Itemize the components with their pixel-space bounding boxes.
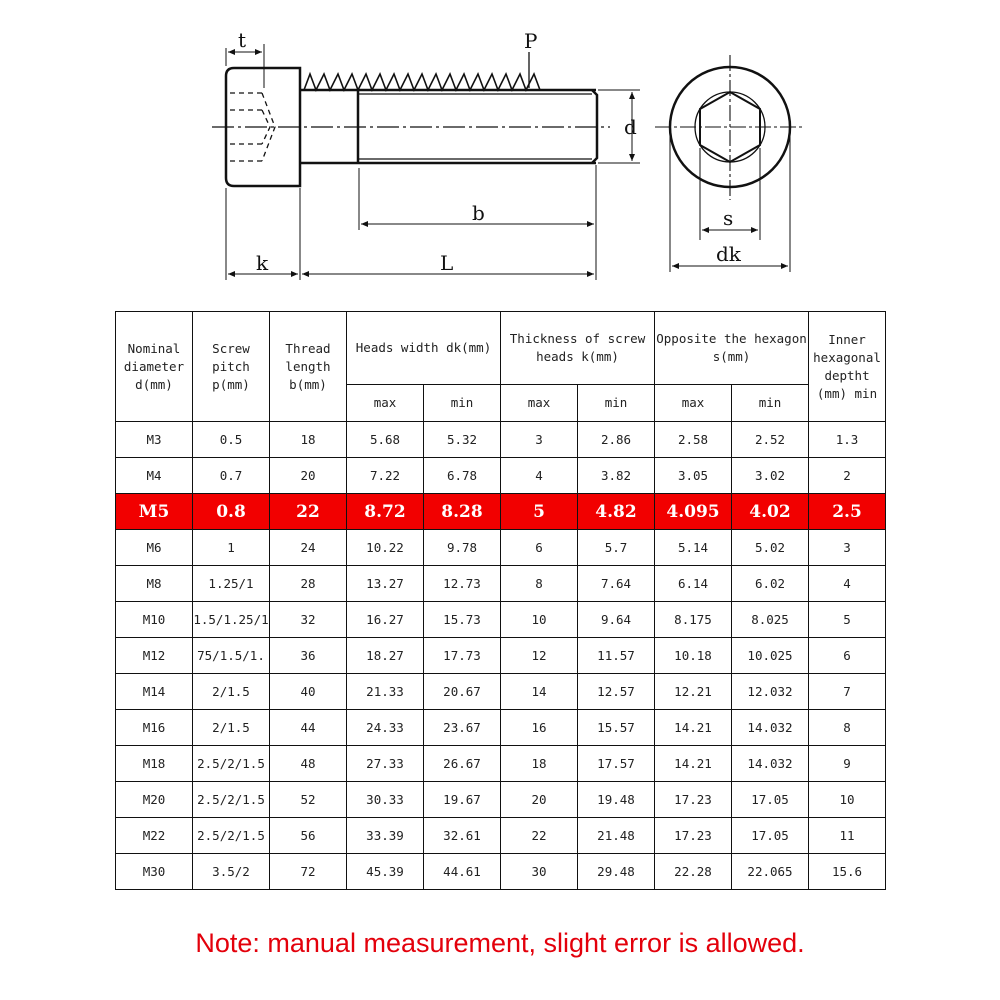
cell-s-min: 8.025: [732, 602, 809, 638]
cell-b: 24: [270, 530, 347, 566]
cell-k-min: 17.57: [578, 746, 655, 782]
cell-dk-min: 23.67: [424, 710, 501, 746]
cell-s-max: 17.23: [655, 782, 732, 818]
cell-s-max: 12.21: [655, 674, 732, 710]
cell-p: 1.5/1.25/1: [193, 602, 270, 638]
label-k: k: [256, 251, 269, 275]
cell-dk-min: 26.67: [424, 746, 501, 782]
cell-s-max: 2.58: [655, 422, 732, 458]
cell-k-max: 8: [501, 566, 578, 602]
cell-s-min: 6.02: [732, 566, 809, 602]
cell-p: 1.25/1: [193, 566, 270, 602]
cell-dk-min: 32.61: [424, 818, 501, 854]
cell-s-min: 12.032: [732, 674, 809, 710]
table-body: [116, 422, 886, 890]
cell-b: 48: [270, 746, 347, 782]
cell-k-max: 30: [501, 854, 578, 890]
cell-k-max: 6: [501, 530, 578, 566]
header-thread-length: Thread length b(mm): [270, 312, 347, 422]
cell-dk-max: 18.27: [347, 638, 424, 674]
cell-k-min: 11.57: [578, 638, 655, 674]
cell-k-min: 21.48: [578, 818, 655, 854]
label-d: d: [624, 115, 637, 139]
cell-dk-min: 19.67: [424, 782, 501, 818]
table-row: [116, 674, 886, 710]
cell-k-min: 29.48: [578, 854, 655, 890]
cell-dk-max: 45.39: [347, 854, 424, 890]
end-view: [655, 55, 805, 272]
cell-p: 0.8: [193, 494, 270, 530]
cell-d: M3: [116, 422, 193, 458]
cell-s-min: 17.05: [732, 818, 809, 854]
cell-s-min: 22.065: [732, 854, 809, 890]
cell-p: 0.7: [193, 458, 270, 494]
cell-k-min: 19.48: [578, 782, 655, 818]
table-row: [116, 458, 886, 494]
cell-d: M16: [116, 710, 193, 746]
table-row: [116, 782, 886, 818]
table-row: [116, 818, 886, 854]
label-b: b: [472, 201, 485, 225]
table-row: [116, 494, 886, 530]
cell-p: 2.5/2/1.5: [193, 746, 270, 782]
cell-t-min: 6: [809, 638, 886, 674]
cell-t-min: 15.6: [809, 854, 886, 890]
cell-k-min: 5.7: [578, 530, 655, 566]
cell-dk-max: 16.27: [347, 602, 424, 638]
cell-dk-min: 15.73: [424, 602, 501, 638]
cell-s-max: 10.18: [655, 638, 732, 674]
cell-k-max: 4: [501, 458, 578, 494]
cell-s-min: 3.02: [732, 458, 809, 494]
header-heads-width: Heads width dk(mm): [347, 312, 501, 385]
cell-p: 0.5: [193, 422, 270, 458]
cell-s-min: 14.032: [732, 710, 809, 746]
cell-dk-min: 17.73: [424, 638, 501, 674]
cell-t-min: 8: [809, 710, 886, 746]
screw-diagram-svg: [0, 0, 1000, 300]
cell-p: 3.5/2: [193, 854, 270, 890]
cell-d: M20: [116, 782, 193, 818]
screw-technical-drawing: [0, 0, 1000, 300]
cell-s-min: 14.032: [732, 746, 809, 782]
cell-p: 2/1.5: [193, 674, 270, 710]
cell-s-min: 4.02: [732, 494, 809, 530]
cell-b: 36: [270, 638, 347, 674]
label-dk: dk: [716, 242, 741, 266]
measurement-note: Note: manual measurement, slight error is allowed.: [195, 928, 805, 958]
cell-k-max: 5: [501, 494, 578, 530]
table-row: [116, 746, 886, 782]
cell-s-max: 8.175: [655, 602, 732, 638]
cell-t-min: 1.3: [809, 422, 886, 458]
cell-k-max: 22: [501, 818, 578, 854]
cell-k-max: 10: [501, 602, 578, 638]
cell-s-max: 17.23: [655, 818, 732, 854]
cell-d: M18: [116, 746, 193, 782]
cell-b: 18: [270, 422, 347, 458]
table-row: [116, 530, 886, 566]
table-row: [116, 566, 886, 602]
table-row: [116, 710, 886, 746]
cell-k-max: 20: [501, 782, 578, 818]
end-view-labels: [716, 206, 742, 266]
cell-s-max: 3.05: [655, 458, 732, 494]
cell-t-min: 3: [809, 530, 886, 566]
cell-b: 44: [270, 710, 347, 746]
cell-p: 2/1.5: [193, 710, 270, 746]
cell-dk-max: 21.33: [347, 674, 424, 710]
header-nominal-diameter: Nominal diameter d(mm): [116, 312, 193, 422]
cell-k-min: 15.57: [578, 710, 655, 746]
cell-d: M8: [116, 566, 193, 602]
cell-k-max: 14: [501, 674, 578, 710]
subheader-s-max: max: [655, 385, 732, 422]
cell-s-min: 10.025: [732, 638, 809, 674]
cell-dk-min: 6.78: [424, 458, 501, 494]
label-s: s: [723, 206, 734, 230]
cell-b: 40: [270, 674, 347, 710]
table-row: [116, 854, 886, 890]
cell-s-min: 17.05: [732, 782, 809, 818]
cell-dk-max: 13.27: [347, 566, 424, 602]
subheader-k-max: max: [501, 385, 578, 422]
subheader-dk-min: min: [424, 385, 501, 422]
cell-t-min: 10: [809, 782, 886, 818]
label-L: L: [440, 251, 454, 275]
cell-p: 75/1.5/1.: [193, 638, 270, 674]
cell-dk-min: 8.28: [424, 494, 501, 530]
cell-s-min: 2.52: [732, 422, 809, 458]
table-row: [116, 422, 886, 458]
cell-dk-max: 10.22: [347, 530, 424, 566]
cell-dk-max: 5.68: [347, 422, 424, 458]
cell-d: M5: [116, 494, 193, 530]
cell-dk-min: 9.78: [424, 530, 501, 566]
cell-s-max: 6.14: [655, 566, 732, 602]
cell-k-min: 7.64: [578, 566, 655, 602]
cell-b: 56: [270, 818, 347, 854]
cell-dk-max: 27.33: [347, 746, 424, 782]
cell-t-min: 7: [809, 674, 886, 710]
cell-p: 2.5/2/1.5: [193, 782, 270, 818]
cell-s-max: 22.28: [655, 854, 732, 890]
cell-b: 28: [270, 566, 347, 602]
cell-s-max: 14.21: [655, 710, 732, 746]
cell-b: 32: [270, 602, 347, 638]
cell-d: M10: [116, 602, 193, 638]
cell-b: 72: [270, 854, 347, 890]
cell-dk-max: 30.33: [347, 782, 424, 818]
cell-k-max: 18: [501, 746, 578, 782]
cell-k-min: 12.57: [578, 674, 655, 710]
side-view: [212, 44, 640, 280]
cell-dk-min: 44.61: [424, 854, 501, 890]
cell-b: 52: [270, 782, 347, 818]
header-opposite-hexagon: Opposite the hexagon s(mm): [655, 312, 809, 385]
cell-d: M12: [116, 638, 193, 674]
header-screw-pitch: Screw pitch p(mm): [193, 312, 270, 422]
cell-t-min: 9: [809, 746, 886, 782]
cell-t-min: 4: [809, 566, 886, 602]
header-head-thickness: Thickness of screw heads k(mm): [501, 312, 655, 385]
header-inner-hex-depth: Inner hexagonal deptht (mm) min: [809, 312, 886, 422]
cell-d: M6: [116, 530, 193, 566]
table-row: [116, 638, 886, 674]
cell-k-min: 2.86: [578, 422, 655, 458]
cell-k-max: 3: [501, 422, 578, 458]
cell-b: 22: [270, 494, 347, 530]
side-view-labels: [238, 28, 637, 275]
cell-p: 1: [193, 530, 270, 566]
cell-d: M4: [116, 458, 193, 494]
cell-t-min: 2: [809, 458, 886, 494]
cell-s-max: 5.14: [655, 530, 732, 566]
cell-t-min: 11: [809, 818, 886, 854]
subheader-dk-max: max: [347, 385, 424, 422]
cell-dk-max: 24.33: [347, 710, 424, 746]
label-t: t: [238, 28, 247, 52]
cell-s-max: 4.095: [655, 494, 732, 530]
cell-k-min: 9.64: [578, 602, 655, 638]
cell-dk-min: 20.67: [424, 674, 501, 710]
cell-dk-max: 8.72: [347, 494, 424, 530]
cell-dk-max: 33.39: [347, 818, 424, 854]
cell-d: M22: [116, 818, 193, 854]
cell-k-max: 12: [501, 638, 578, 674]
subheader-k-min: min: [578, 385, 655, 422]
cell-d: M30: [116, 854, 193, 890]
subheader-s-min: min: [732, 385, 809, 422]
cell-dk-max: 7.22: [347, 458, 424, 494]
cell-dk-min: 12.73: [424, 566, 501, 602]
cell-s-min: 5.02: [732, 530, 809, 566]
cell-b: 20: [270, 458, 347, 494]
cell-d: M14: [116, 674, 193, 710]
label-p: P: [524, 29, 538, 53]
cell-s-max: 14.21: [655, 746, 732, 782]
cell-k-min: 3.82: [578, 458, 655, 494]
table-row: [116, 602, 886, 638]
cell-t-min: 2.5: [809, 494, 886, 530]
cell-k-min: 4.82: [578, 494, 655, 530]
cell-k-max: 16: [501, 710, 578, 746]
cell-p: 2.5/2/1.5: [193, 818, 270, 854]
cell-dk-min: 5.32: [424, 422, 501, 458]
cell-t-min: 5: [809, 602, 886, 638]
screw-dimensions-table: [115, 311, 886, 890]
